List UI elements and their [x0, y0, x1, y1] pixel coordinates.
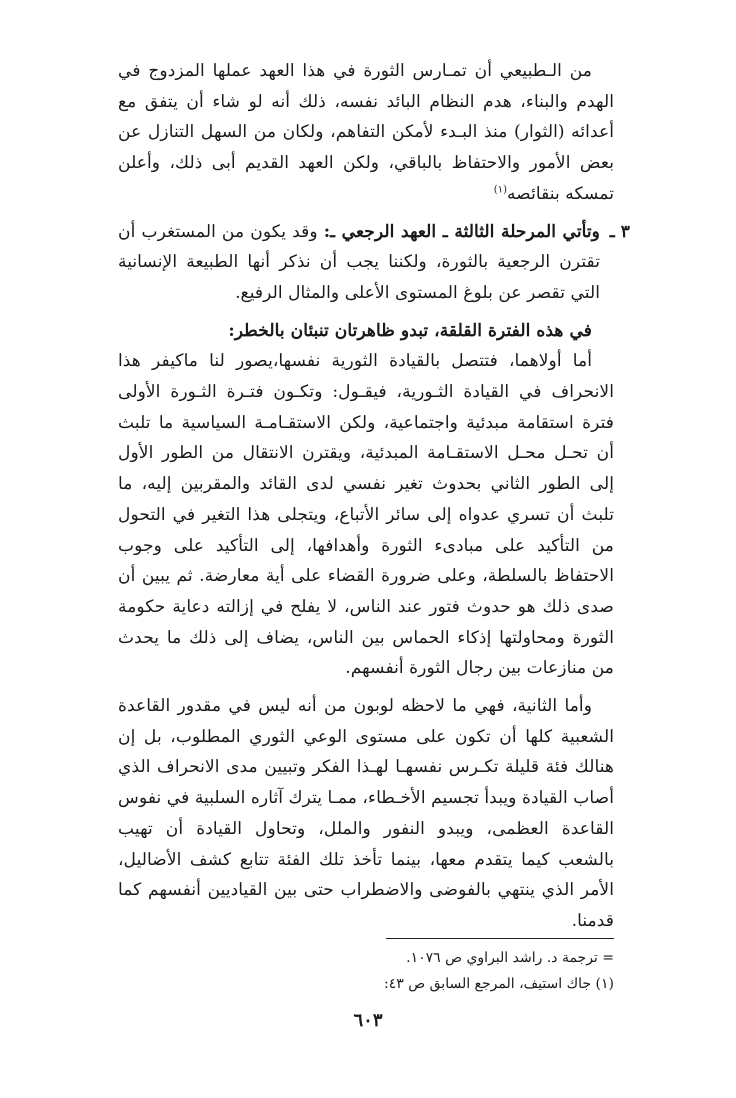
section-number: ٣ ـ	[609, 221, 630, 242]
paragraph-2	[118, 217, 630, 309]
page-number: ٦٠٣	[353, 1010, 383, 1031]
paragraph-1-text: من الـطبيعي أن تمـارس الثورة في هذا العهد عملها المزدوج في الهدم والبناء، هدم النظام البائد نفسه، ذلك أنه لو شاء أن يتفق مع أعدائه (الثوار) منذ البـدء لأمكن التفاهم، ولكان من السهل التنازل عن بعض الأمور والاحتفاظ بالباقي، ولكن العهد القديم أبى ذلك، وأعلن تمسكه بنقائصه	[118, 61, 614, 204]
footnote-1: (١) جاك استيف، المرجع السابق ص ٤٣:	[384, 976, 614, 992]
footnotes	[343, 938, 614, 997]
section-heading: وتأتي المرحلة الثالثة ـ العهد الرجعي ـ:	[323, 221, 600, 242]
subheading: في هذه الفترة القلقة، تبدو ظاهرتان تنبئان بالخطر:	[228, 320, 592, 341]
footnote-divider	[386, 938, 614, 939]
footnote-reference: (١)	[493, 184, 507, 196]
page-body	[118, 56, 630, 937]
paragraph-2-text: وقد يكون من المستغرب أن تقترن الرجعية بالثورة، ولكننا يجب أن نذكر أنها الطبيعة الإنسانية التي تقصر عن بلوغ المستوى الأعلى والمثال الرفيع.	[118, 221, 600, 303]
footnote-continuation: = ترجمة د. راشد البراوي ص ١٠٧٦.	[406, 950, 614, 966]
paragraph-3: أما أولاهما، فتتصل بالقيادة الثورية نفسها،يصور لنا ماكيفر هذا الانحراف في القيادة الثـورية، فيقـول: وتكـون فتـرة الثـورة الأولى فترة استقامة مبدئية واجتماعية، ولكن الاستقـامـة السياسية ما تلبث أن تحـل محـل الاستقـامة المبدئية، ويقترن الانتقال من الطور الأول إلى الطور الثاني بحدوث تغير نفسي لدى القائد والمقربين إليه، ما تلبث أن تسري عدواه إلى سائر الأتباع، ويتجلى هذا التغير في التحول من التأكيد على مبادىء الثورة وأهدافها، إلى التأكيد على وجوب الاحتفاظ بالسلطة، وعلى ضرورة القضاء على أية معارضة. ثم يبين أن صدى ذلك هو حدوث فتور عند الناس، لا يفلح في إزالته دعاية حكومة الثورة ومحاولتها إذكاء الحماس بين الناس، يضاف إلى ذلك ما يحدث من منازعات بين رجال الثورة أنفسهم.	[118, 351, 614, 679]
paragraph-1	[118, 56, 614, 210]
paragraph-4: وأما الثانية، فهي ما لاحظه لوبون من أنه ليس في مقدور القاعدة الشعبية كلها أن تكون على مستوى الوعي الثوري المطلوب، بل إن هنالك فئة قليلة تكـرس نفسهـا لهـذا الفكر وتبيين مدى الانحراف الذي أصاب القيادة ويبدأ تجسيم الأخـطاء، ممـا يترك آثاره السلبية في نفوس القاعدة العظمى، ويبدو النفور والملل، وتحاول القيادة أن تهيب بالشعب كيما يتقدم معها، بينما تأخذ تلك الفئة تتابع كشف الأضاليل، الأمر الذي ينتهي بالفوضى والاضطراب حتى بين القياديين أنفسهم كما قدمنا.	[118, 696, 614, 931]
